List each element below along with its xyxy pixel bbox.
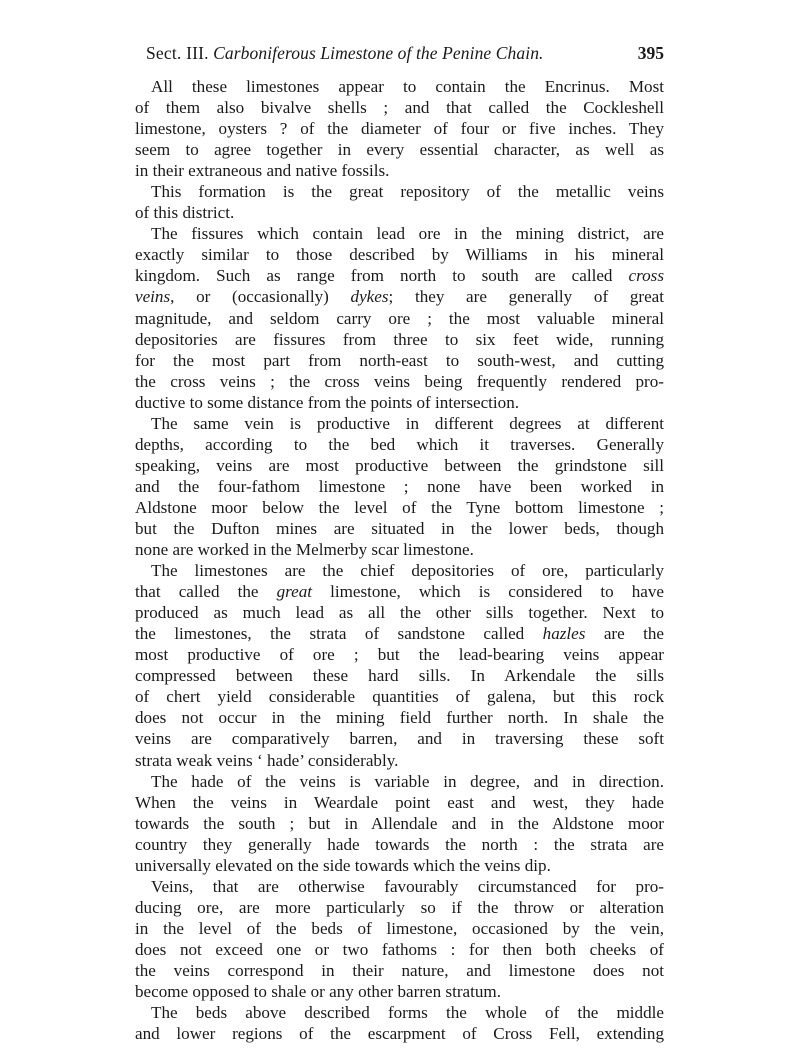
text-run: produced as much lead as all the other sills together. Next to [135, 603, 664, 623]
text-line [135, 602, 664, 623]
text-run: for the most part from north-east to south-west, and cutting [135, 350, 664, 370]
text-line [135, 139, 664, 160]
text-line [135, 518, 664, 539]
italic-term: dykes [350, 287, 389, 307]
text-run: but the Dufton mines are situated in the lower beds, though [135, 518, 664, 538]
section-number: Sect. III. [146, 43, 209, 63]
page-number: 395 [637, 43, 664, 63]
text-run: Aldstone moor below the level of the Tyne bottom limestone ; [135, 497, 664, 517]
text-line [135, 181, 664, 202]
text-line [135, 581, 664, 602]
text-line [135, 981, 664, 1002]
text-run: Veins, that are otherwise favourably circumstanced for pro- [151, 876, 664, 896]
text-line [135, 308, 664, 329]
text-line [135, 265, 664, 286]
paragraph [135, 413, 664, 560]
text-run: that called the [135, 582, 277, 602]
text-line [135, 350, 664, 371]
text-run: , or (occasionally) [170, 287, 351, 307]
text-line [135, 728, 664, 749]
text-run: ducing ore, are more particularly so if the throw or alteration [135, 897, 664, 917]
text-line [135, 855, 664, 876]
text-line [135, 202, 664, 223]
text-run: of them also bivalve shells ; and that called the Cockleshell [135, 98, 664, 118]
text-line [135, 97, 664, 118]
text-run: towards the south ; but in Allendale and in the Aldstone moor [135, 813, 664, 833]
text-run: veins are comparatively barren, and in traversing these soft [135, 729, 664, 749]
text-line [135, 560, 664, 581]
text-line [135, 497, 664, 518]
text-line [135, 434, 664, 455]
text-line [135, 329, 664, 350]
text-run: exactly similar to those described by Williams in his mineral [135, 245, 664, 265]
text-run: kingdom. Such as range from north to south are called [135, 266, 629, 286]
text-run: strata weak veins ‘ hade’ considerably. [135, 750, 399, 770]
paragraph [135, 876, 664, 1002]
text-run: of chert yield considerable quantities of galena, but this rock [135, 687, 664, 707]
text-run: depths, according to the bed which it traverses. Generally [135, 434, 664, 454]
text-run: does not exceed one or two fathoms : for then both cheeks of [135, 939, 664, 959]
text-line [135, 897, 664, 918]
paragraph [135, 1002, 664, 1044]
text-run: seem to agree together in every essential character, as well as [135, 140, 664, 160]
text-line [135, 1023, 664, 1044]
text-line [135, 644, 664, 665]
text-line [135, 76, 664, 97]
text-run: The same vein is productive in different degrees at different [151, 413, 664, 433]
text-line [135, 623, 664, 644]
text-run: country they generally hade towards the north : the strata are [135, 834, 664, 854]
text-run: compressed between these hard sills. In Arkendale the sills [135, 666, 664, 686]
text-run: This formation is the great repository of the metallic veins [151, 182, 664, 202]
text-run: limestone, which is considered to have [312, 582, 664, 602]
italic-term: great [276, 582, 313, 602]
text-run: the limestones, the strata of sandstone called [135, 624, 543, 644]
text-line [135, 1002, 664, 1023]
text-line [135, 160, 664, 181]
running-head [146, 40, 664, 66]
text-line [135, 876, 664, 897]
paragraph [135, 771, 664, 876]
text-line [135, 707, 664, 728]
text-run: the veins correspond in their nature, and limestone does not [135, 960, 664, 980]
italic-term: veins [135, 287, 171, 307]
text-run: none are worked in the Melmerby scar limestone. [135, 540, 474, 560]
text-run: ductive to some distance from the points of intersection. [135, 392, 520, 412]
italic-term: cross [628, 266, 664, 286]
text-line [135, 771, 664, 792]
text-line [135, 686, 664, 707]
text-line [135, 244, 664, 265]
text-run: The hade of the veins is variable in degree, and in direction. [151, 771, 664, 791]
italic-term: hazles [542, 624, 586, 644]
text-line [135, 918, 664, 939]
text-line [135, 539, 664, 560]
text-run: does not occur in the mining field further north. In shale the [135, 708, 664, 728]
text-line [135, 371, 664, 392]
text-line [135, 792, 664, 813]
text-run: The limestones are the chief depositories of ore, particularly [151, 561, 664, 581]
text-run: become opposed to shale or any other barren stratum. [135, 982, 501, 1002]
text-run: most productive of ore ; but the lead-bearing veins appear [135, 645, 664, 665]
text-run: and lower regions of the escarpment of Cross Fell, extending [135, 1024, 664, 1044]
text-line [135, 392, 664, 413]
text-line [135, 960, 664, 981]
text-run: speaking, veins are most productive between the grindstone sill [135, 455, 664, 475]
running-head-title: Carboniferous Limestone of the Penine Chain. [213, 43, 544, 63]
body-text [135, 76, 664, 1044]
text-line [135, 118, 664, 139]
text-run: of this district. [135, 203, 235, 223]
text-run: The beds above described forms the whole of the middle [151, 1003, 664, 1023]
text-line [135, 813, 664, 834]
paragraph [135, 560, 664, 770]
paragraph [135, 223, 664, 412]
text-run: universally elevated on the side towards which the veins dip. [135, 855, 551, 875]
text-run: depositories are fissures from three to six feet wide, running [135, 329, 664, 349]
text-line [135, 286, 664, 307]
text-line [135, 750, 664, 771]
text-run: in their extraneous and native fossils. [135, 161, 390, 181]
text-line [135, 834, 664, 855]
text-run: ; they are generally of great [388, 287, 664, 307]
text-line [135, 476, 664, 497]
text-line [135, 223, 664, 244]
text-line [135, 665, 664, 686]
text-run: All these limestones appear to contain the Encrinus. Most [151, 77, 664, 96]
text-line [135, 455, 664, 476]
text-line [135, 939, 664, 960]
text-run: limestone, oysters ? of the diameter of four or five inches. They [135, 119, 664, 139]
paragraph [135, 76, 664, 181]
text-run: magnitude, and seldom carry ore ; the most valuable mineral [135, 308, 664, 328]
text-run: the cross veins ; the cross veins being frequently rendered pro- [135, 371, 664, 391]
text-run: The fissures which contain lead ore in the mining district, are [151, 224, 664, 244]
text-run: When the veins in Weardale point east and west, they hade [135, 792, 664, 812]
text-run: in the level of the beds of limestone, occasioned by the vein, [135, 918, 664, 938]
text-line [135, 413, 664, 434]
text-run: are the [585, 624, 664, 644]
paragraph [135, 181, 664, 223]
text-run: and the four-fathom limestone ; none have been worked in [135, 476, 664, 496]
